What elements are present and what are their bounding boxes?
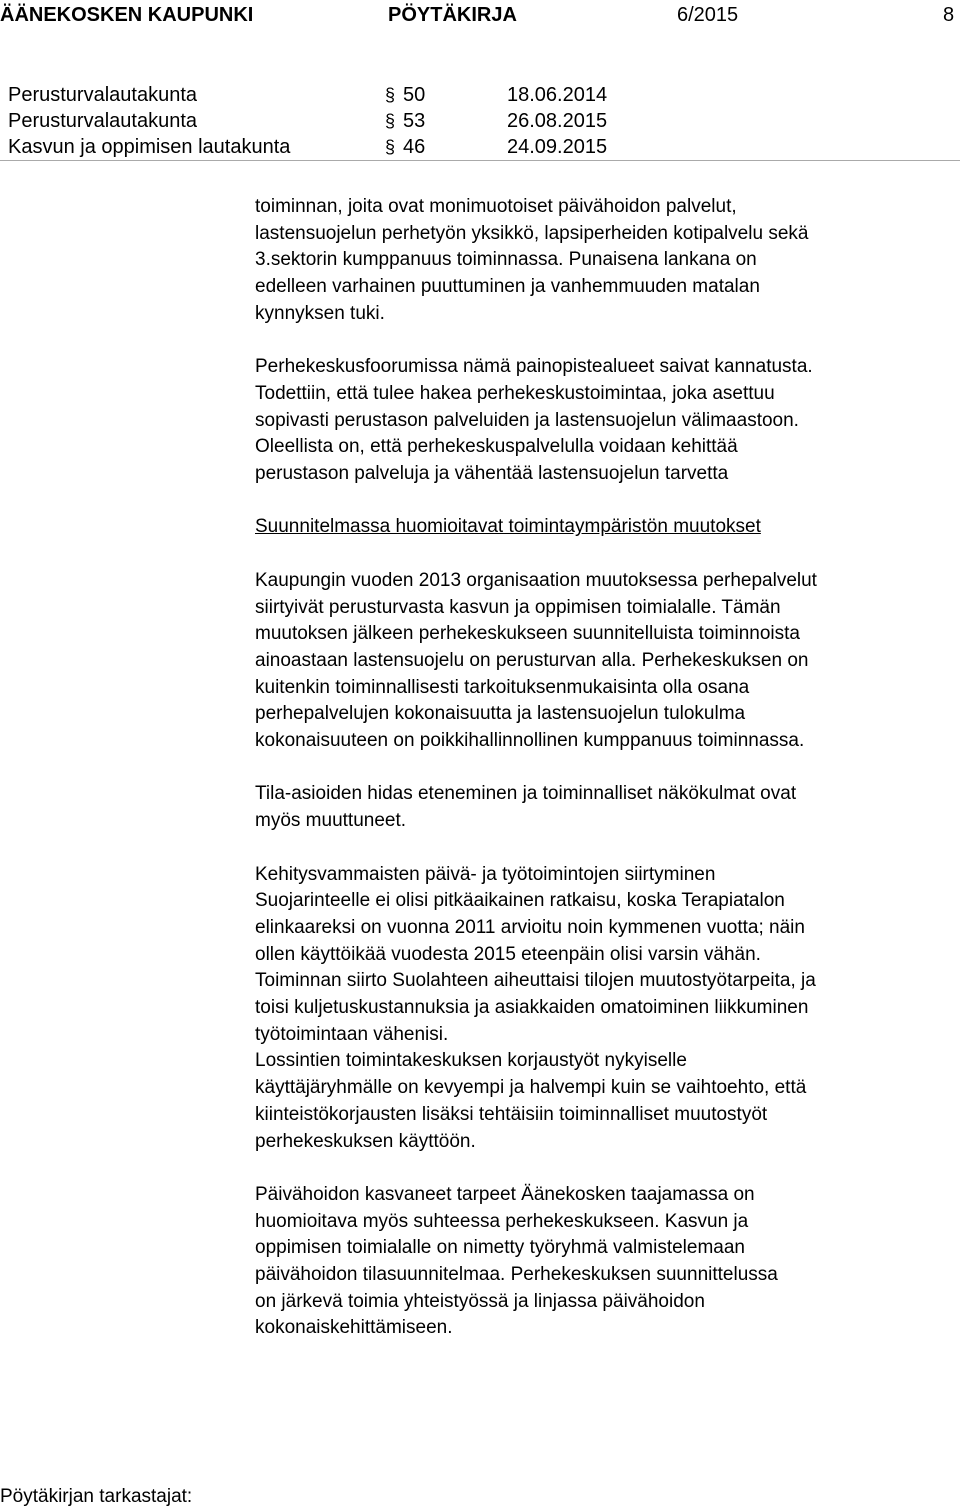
text-line: ainoastaan lastensuojelu on perusturvan alla. Perhekeskuksen on — [255, 649, 809, 671]
text-line: Lossintien toimintakeskuksen korjaustyöt nykyiselle — [255, 1050, 687, 1072]
text-line: kuitenkin toiminnallisesti tarkoituksenmukaisinta olla osana — [255, 676, 750, 698]
reference-date: 24.09.2015 — [507, 136, 608, 158]
text-line: edelleen varhainen puuttuminen ja vanhemmuuden matalan — [255, 276, 760, 298]
reference-row — [8, 134, 960, 160]
section-sign-icon: § — [385, 85, 396, 105]
text-line: työtoimintaan vähenisi. — [255, 1023, 449, 1045]
document-number: 6/2015 — [677, 4, 739, 26]
text-line: käyttäjäryhmälle on kevyempi ja halvempi kuin se vaihtoehto, että — [255, 1077, 807, 1099]
text-line: oppimisen toimialalle on nimetty työryhmä valmistelemaan — [255, 1237, 745, 1259]
reference-number: 50 — [403, 84, 426, 106]
paragraph — [255, 194, 955, 328]
header-divider — [0, 160, 960, 161]
text-line: huomioitava myös suhteessa perhekeskukseen. Kasvun ja — [255, 1210, 749, 1232]
text-line: lastensuojelun perhetyön yksikkö, lapsiperheiden kotipalvelu sekä — [255, 222, 809, 244]
text-line: perustason palveluja ja vähentää lastensuojelun tarvetta — [255, 463, 729, 485]
paragraph — [255, 354, 955, 488]
reference-date: 18.06.2014 — [507, 84, 608, 106]
text-line: Todettiin, että tulee hakea perhekeskustoimintaa, joka asettuu — [255, 382, 775, 404]
text-line: perhepalvelujen kokonaisuutta ja lastensuojelun tulokulma — [255, 703, 746, 725]
meeting-references — [8, 82, 960, 160]
text-line: kokonaiskehittämiseen. — [255, 1317, 453, 1339]
section-sign-icon: § — [385, 137, 396, 157]
document-type: PÖYTÄKIRJA — [388, 4, 517, 26]
paragraph — [255, 1182, 955, 1342]
paragraph — [255, 862, 955, 1156]
reference-body: Kasvun ja oppimisen lautakunta — [8, 136, 291, 158]
text-line: muutoksen jälkeen perhekeskukseen suunnitelluista toiminnoista — [255, 623, 800, 645]
text-line: Perhekeskusfoorumissa nämä painopistealueet saivat kannatusta. — [255, 356, 813, 378]
reference-body: Perusturvalautakunta — [8, 110, 198, 132]
document-header — [0, 0, 960, 30]
section-heading: Suunnitelmassa huomioitavat toimintaympäristön muutokset — [255, 516, 761, 538]
text-line: on järkevä toimia yhteistyössä ja linjassa päivähoidon — [255, 1290, 705, 1312]
document-body — [255, 194, 955, 1342]
section-sign-icon: § — [385, 111, 396, 131]
minutes-reviewers-label: Pöytäkirjan tarkastajat: — [0, 1486, 193, 1507]
text-line: Päivähoidon kasvaneet tarpeet Äänekosken taajamassa on — [255, 1183, 755, 1205]
page-number: 8 — [943, 4, 955, 26]
text-line: kynnyksen tuki. — [255, 302, 385, 324]
text-line: kiinteistökorjausten lisäksi tehtäisiin toiminnalliset muutostyöt — [255, 1103, 768, 1125]
text-line: Suojarinteelle ei olisi pitkäaikainen ratkaisu, koska Terapiatalon — [255, 890, 785, 912]
text-line: myös muuttuneet. — [255, 810, 407, 832]
text-line: päivähoidon tilasuunnitelmaa. Perhekeskuksen suunnittelussa — [255, 1264, 778, 1286]
text-line: toisi kuljetuskustannuksia ja asiakkaiden omatoiminen liikkuminen — [255, 997, 809, 1019]
reference-row — [8, 108, 960, 134]
reference-number: 46 — [403, 136, 426, 158]
text-line: perhekeskuksen käyttöön. — [255, 1130, 476, 1152]
text-line: siirtyivät perusturvasta kasvun ja oppimisen toimialalle. Tämän — [255, 596, 781, 618]
text-line: kokonaisuuteen on poikkihallinnollinen kumppanuus toiminnassa. — [255, 730, 805, 752]
text-line: ollen käyttöikää vuodesta 2015 eteenpäin olisi varsin vähän. — [255, 943, 761, 965]
paragraph — [255, 568, 955, 755]
reference-row — [8, 82, 960, 108]
text-line: Toiminnan siirto Suolahteen aiheuttaisi tilojen muutostyötarpeita, ja — [255, 970, 816, 992]
reference-body: Perusturvalautakunta — [8, 84, 198, 106]
text-line: toiminnan, joita ovat monimuotoiset päivähoidon palvelut, — [255, 196, 737, 217]
text-line: 3.sektorin kumppanuus toiminnassa. Punaisena lankana on — [255, 249, 757, 271]
reference-number: 53 — [403, 110, 426, 132]
organization-name: ÄÄNEKOSKEN KAUPUNKI — [0, 4, 254, 26]
text-line: Oleellista on, että perhekeskuspalvelulla voidaan kehittää — [255, 436, 738, 458]
text-line: sopivasti perustason palveluiden ja lastensuojelun välimaastoon. — [255, 409, 799, 431]
text-line: Tila-asioiden hidas eteneminen ja toiminnalliset näkökulmat ovat — [255, 783, 797, 805]
reference-date: 26.08.2015 — [507, 110, 608, 132]
text-line: Kaupungin vuoden 2013 organisaation muutoksessa perhepalvelut — [255, 569, 817, 591]
paragraph — [255, 781, 955, 834]
text-line: elinkaareksi on vuonna 2011 arvioitu noin kymmenen vuotta; näin — [255, 916, 805, 938]
text-line: Kehitysvammaisten päivä- ja työtoimintojen siirtyminen — [255, 863, 716, 885]
